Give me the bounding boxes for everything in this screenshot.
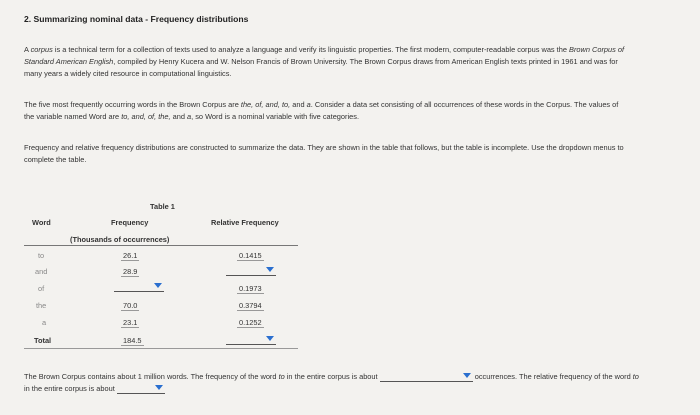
relative-frequency-answer-dropdown[interactable] bbox=[117, 384, 165, 394]
relative-frequency-cell: 0.1973 bbox=[239, 284, 262, 293]
table-divider bbox=[24, 245, 298, 246]
column-header-frequency-sub: (Thousands of occurrences) bbox=[70, 235, 170, 244]
text-italic: to bbox=[632, 372, 639, 381]
text-italic: a bbox=[187, 112, 192, 121]
frequency-cell: 70.0 bbox=[123, 301, 138, 310]
text: is a technical term for a collection of texts used to analyze a language and verify its linguistic properties. The first modern, computer-readable corpus was the bbox=[52, 45, 570, 54]
chevron-down-icon bbox=[266, 336, 274, 341]
column-header-relative-frequency: Relative Frequency bbox=[211, 218, 279, 227]
text: The Brown Corpus contains about 1 million words. The frequency of the word bbox=[24, 372, 279, 381]
frequency-cell: 23.1 bbox=[123, 318, 138, 327]
word-cell-total: Total bbox=[34, 336, 52, 345]
chevron-down-icon bbox=[463, 373, 471, 378]
frequency-cell: 28.9 bbox=[123, 267, 138, 276]
word-cell: to bbox=[38, 251, 45, 260]
text: , compiled by Henry Kucera and W. Nelson Francis of Brown University. The Brown Corpus draws from American English texts printed in 1961 and was for many years a widely cited resource in computational linguistics. bbox=[24, 57, 618, 78]
table-divider bbox=[24, 348, 298, 349]
text-italic: Brown Corpus of Standard American English bbox=[24, 45, 625, 66]
word-cell: a bbox=[42, 318, 47, 327]
paragraph-corpus bbox=[24, 44, 628, 80]
text: , so Word is a nominal variable with five categories. bbox=[191, 112, 359, 121]
text-italic: to, and, of, the, bbox=[121, 112, 171, 121]
occurrences-dropdown[interactable] bbox=[425, 372, 473, 382]
word-cell: and bbox=[35, 267, 48, 276]
frequency-total-cell: 184.5 bbox=[123, 336, 142, 345]
text: The five most frequently occurring words in the Brown Corpus are bbox=[24, 100, 241, 109]
text: in the entire corpus is about bbox=[24, 384, 115, 393]
relative-frequency-cell: 0.1415 bbox=[239, 251, 262, 260]
chevron-down-icon bbox=[155, 385, 163, 390]
text: A bbox=[24, 45, 31, 54]
paragraph-instructions: Frequency and relative frequency distributions are constructed to summarize the data. They are shown in the table that follows, but the table is incomplete. Use the dropdown menus to complete the table. bbox=[24, 143, 624, 164]
text: in the entire corpus is about bbox=[284, 372, 378, 381]
relative-frequency-dropdown[interactable] bbox=[226, 266, 276, 276]
text-italic: corpus bbox=[30, 45, 53, 54]
text: . Consider a data set consisting of all occurrences of these words in the Corpus. The values of the variable named Word are bbox=[24, 100, 619, 121]
word-cell: the bbox=[36, 301, 47, 310]
column-header-frequency: Frequency bbox=[111, 218, 149, 227]
text: and bbox=[290, 100, 307, 109]
question-text bbox=[24, 371, 644, 395]
text-italic: the, of, and, to, bbox=[240, 100, 291, 109]
text-italic: a bbox=[306, 100, 311, 109]
text-italic: to bbox=[278, 372, 285, 381]
page-title: 2. Summarizing nominal data - Frequency distributions bbox=[24, 14, 249, 24]
column-header-word: Word bbox=[32, 218, 51, 227]
word-cell: of bbox=[38, 284, 45, 293]
text: occurrences. The relative frequency of the word bbox=[474, 372, 633, 381]
chevron-down-icon bbox=[154, 283, 162, 288]
table-caption: Table 1 bbox=[150, 202, 175, 211]
frequency-cell: 26.1 bbox=[123, 251, 138, 260]
frequency-dropdown[interactable] bbox=[114, 282, 164, 292]
relative-frequency-total-dropdown[interactable] bbox=[226, 335, 276, 345]
chevron-down-icon bbox=[266, 267, 274, 272]
answer-blank bbox=[380, 372, 425, 382]
relative-frequency-cell: 0.1252 bbox=[239, 318, 262, 327]
relative-frequency-cell: 0.3794 bbox=[239, 301, 262, 310]
paragraph-words bbox=[24, 99, 628, 123]
text: and bbox=[170, 112, 187, 121]
